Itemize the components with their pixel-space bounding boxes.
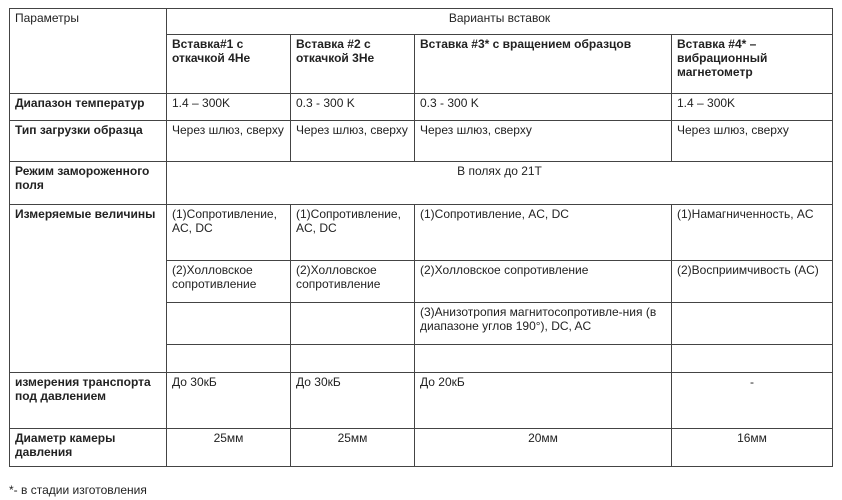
row-label-pressure: измерения транспорта под давлением bbox=[10, 373, 167, 429]
table-cell: В полях до 21Т bbox=[167, 162, 833, 205]
table-cell: 0.3 - 300 K bbox=[415, 94, 672, 121]
table-cell: (3)Анизотропия магнитосопротивле-ния (в диапазоне углов 190°), DC, AC bbox=[415, 303, 672, 345]
table-cell: (2)Восприимчивость (AC) bbox=[672, 261, 833, 303]
row-label-frozen-field: Режим замороженного поля bbox=[10, 162, 167, 205]
table-cell: (2)Холловское сопротивление bbox=[415, 261, 672, 303]
insert-header-4: Вставка #4* – вибрационный магнетометр bbox=[672, 35, 833, 94]
row-label-diameter: Диаметр камеры давления bbox=[10, 429, 167, 467]
table-cell: 1.4 – 300K bbox=[167, 94, 291, 121]
table-row bbox=[10, 94, 833, 121]
table-row bbox=[10, 373, 833, 429]
table-cell: До 20кБ bbox=[415, 373, 672, 429]
table-cell: До 30кБ bbox=[291, 373, 415, 429]
insert-header-1: Вставка#1 с откачкой 4Не bbox=[167, 35, 291, 94]
table-cell: До 30кБ bbox=[167, 373, 291, 429]
table-cell bbox=[415, 345, 672, 373]
table-row bbox=[10, 205, 833, 261]
table-cell bbox=[167, 345, 291, 373]
table-cell: 1.4 – 300K bbox=[672, 94, 833, 121]
insert-header-3: Вставка #3* с вращением образцов bbox=[415, 35, 672, 94]
table-row bbox=[10, 162, 833, 205]
table-cell: 25мм bbox=[167, 429, 291, 467]
variants-header: Варианты вставок bbox=[167, 9, 833, 35]
table-cell: (2)Холловское сопротивление bbox=[167, 261, 291, 303]
row-label-load-type: Тип загрузки образца bbox=[10, 121, 167, 162]
table-cell bbox=[291, 303, 415, 345]
insert-header-2: Вставка #2 с откачкой 3Не bbox=[291, 35, 415, 94]
table-row bbox=[10, 121, 833, 162]
table-cell: 0.3 - 300 K bbox=[291, 94, 415, 121]
table-cell: Через шлюз, сверху bbox=[672, 121, 833, 162]
table-cell bbox=[672, 303, 833, 345]
table-cell: - bbox=[672, 373, 833, 429]
table-cell: Через шлюз, сверху bbox=[415, 121, 672, 162]
table-cell bbox=[291, 345, 415, 373]
corner-cell: Параметры bbox=[10, 9, 167, 94]
parameters-table bbox=[9, 8, 833, 467]
table-cell bbox=[672, 345, 833, 373]
footnote: *- в стадии изготовления bbox=[9, 483, 147, 497]
table-cell: 20мм bbox=[415, 429, 672, 467]
table-cell: Через шлюз, сверху bbox=[167, 121, 291, 162]
table-cell: 16мм bbox=[672, 429, 833, 467]
table-cell: (1)Сопротивление, AC, DC bbox=[167, 205, 291, 261]
table-cell bbox=[167, 303, 291, 345]
table-cell: Через шлюз, сверху bbox=[291, 121, 415, 162]
table-cell: (1)Намагниченность, AC bbox=[672, 205, 833, 261]
row-label-measured: Измеряемые величины bbox=[10, 205, 167, 373]
table-cell: (2)Холловское сопротивление bbox=[291, 261, 415, 303]
table-cell: 25мм bbox=[291, 429, 415, 467]
row-label-temperature: Диапазон температур bbox=[10, 94, 167, 121]
table-row bbox=[10, 429, 833, 467]
table-cell: (1)Сопротивление, AC, DC bbox=[291, 205, 415, 261]
table-cell: (1)Сопротивление, AC, DC bbox=[415, 205, 672, 261]
